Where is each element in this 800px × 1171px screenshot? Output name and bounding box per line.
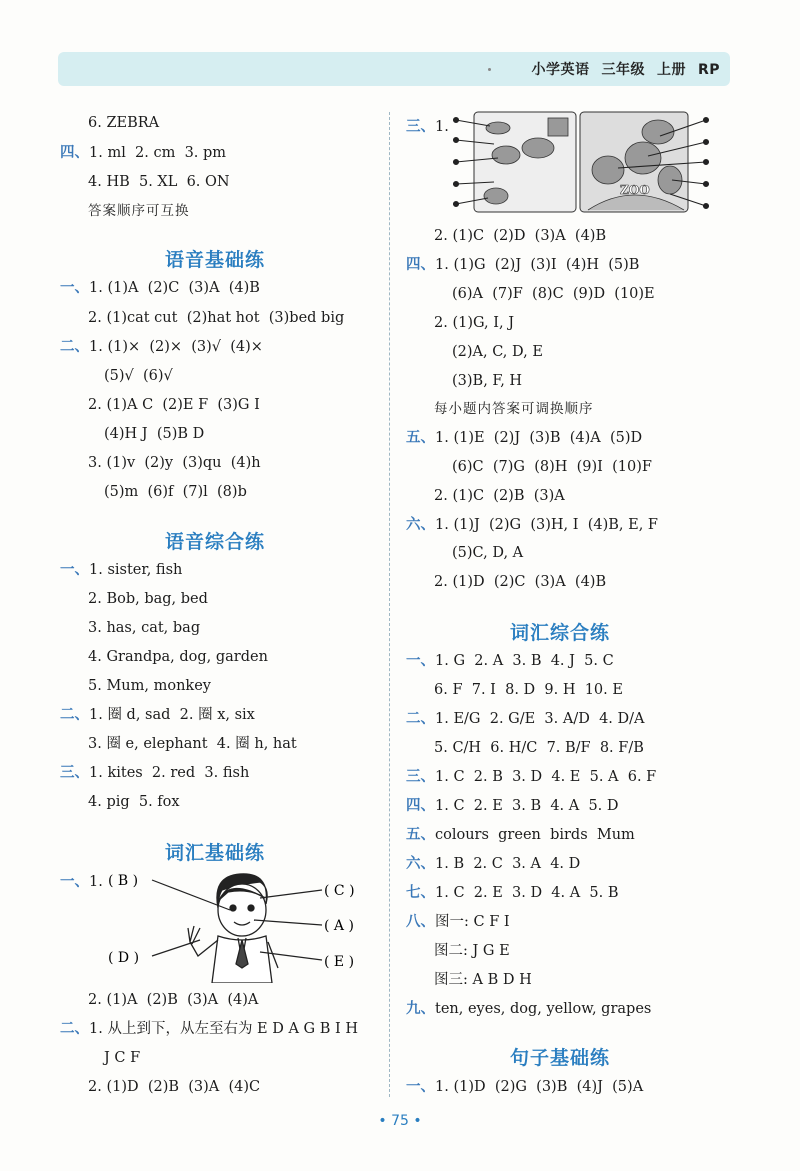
right-answer-line	[434, 738, 644, 758]
answer-text: (5)C, D, A	[452, 545, 524, 561]
answer-text: 1. 圈 d, sad 2. 圈 x, six	[89, 707, 255, 723]
question-number: 二、	[60, 1021, 89, 1037]
boy-label-c: ( C )	[324, 883, 355, 899]
question-number: 二、	[60, 339, 89, 355]
answer-text: 4. HB 5. XL 6. ON	[88, 174, 230, 190]
answer-text: 1. C 2. E 3. B 4. A 5. D	[435, 798, 619, 814]
answer-text: 图二: J G E	[434, 943, 510, 959]
question-number: 七、	[406, 885, 435, 901]
right-answer-line	[406, 428, 642, 448]
left-answer-line	[88, 453, 261, 473]
right-answer-line	[452, 543, 523, 563]
question-number: 二、	[60, 707, 89, 723]
answer-text: 1. sister, fish	[89, 562, 183, 578]
left-answer-line	[88, 792, 180, 812]
header-volume: 上册	[656, 62, 686, 78]
left-answer-line	[88, 647, 268, 667]
question-number: 二、	[406, 711, 435, 727]
right-answer-line	[452, 457, 652, 477]
answer-text: 图三: A B D H	[434, 972, 532, 988]
left-answer-line	[88, 676, 211, 696]
zoo-sign: ZOO	[620, 183, 650, 197]
left-answer-line	[60, 705, 255, 725]
answer-text: 1. 从上到下，从左至右为 E D A G B I H	[89, 1021, 358, 1037]
question-number: 一、	[60, 874, 89, 890]
left-answer-line	[88, 734, 297, 754]
right-answer-line	[406, 883, 619, 903]
answer-text: (4)H J (5)B D	[104, 426, 205, 442]
right-answer-line	[452, 284, 655, 304]
question-number: 五、	[406, 430, 435, 446]
column-divider	[389, 112, 390, 1097]
answer-text: 1. C 2. B 3. D 4. E 5. A 6. F	[435, 769, 657, 785]
question-number: 六、	[406, 517, 435, 533]
section-title: 语音综合练	[165, 531, 266, 553]
answer-text: 每小题内答案可调换顺序	[434, 401, 594, 417]
question-number: 四、	[406, 257, 435, 273]
answer-text: 2. (1)A (2)B (3)A (4)A	[88, 992, 259, 1008]
boy-illustration	[100, 868, 380, 983]
question-number: 四、	[60, 145, 89, 161]
header-title	[519, 59, 720, 79]
answer-text: 1. C 2. E 3. D 4. A 5. B	[435, 885, 619, 901]
answer-text: 2. (1)A C (2)E F (3)G I	[88, 397, 260, 413]
question-number: 三、	[406, 769, 435, 785]
section-title: 词汇基础练	[165, 842, 266, 864]
right-answer-line	[434, 226, 606, 246]
left-answer-line	[88, 395, 260, 415]
right-answer-line	[434, 970, 532, 990]
answer-text: 1. ml 2. cm 3. pm	[89, 145, 227, 161]
answer-text: (5)√ (6)√	[104, 368, 173, 384]
answer-text: (5)m (6)f (7)l (8)b	[104, 484, 247, 500]
right-answer-line	[434, 680, 623, 700]
right-answer-line	[434, 941, 510, 961]
question-number: 一、	[406, 1079, 435, 1095]
boy-label-a: ( A )	[324, 918, 354, 934]
question-number: 三、	[60, 765, 89, 781]
header-grade: 三年级	[601, 62, 645, 78]
answer-text: 3. 圈 e, elephant 4. 圈 h, hat	[88, 736, 297, 752]
question-number: 四、	[406, 798, 435, 814]
right-answer-line	[406, 117, 449, 137]
answer-text: 2. (1)cat cut (2)hat hot (3)bed big	[88, 310, 345, 326]
header-subject: 小学英语	[531, 62, 590, 78]
answer-text: 1. (1)A (2)C (3)A (4)B	[89, 280, 260, 296]
answer-text: J C F	[104, 1050, 141, 1066]
answer-text: 1. B 2. C 3. A 4. D	[435, 856, 581, 872]
question-number: 八、	[406, 914, 435, 930]
left-answer-line	[88, 113, 159, 133]
answer-text: 3. (1)v (2)y (3)qu (4)h	[88, 455, 261, 471]
right-answer-line	[406, 767, 656, 787]
left-answer-line	[60, 560, 182, 580]
left-answer-line	[104, 424, 204, 444]
left-answer-line	[88, 589, 208, 609]
right-answer-line	[406, 255, 639, 275]
answer-text: 2. (1)G, I, J	[434, 315, 515, 331]
right-answer-line	[406, 515, 658, 535]
section-title: 句子基础练	[510, 1047, 611, 1069]
left-answer-line	[60, 763, 249, 783]
answer-text: 1. kites 2. red 3. fish	[89, 765, 250, 781]
left-answer-line	[104, 366, 173, 386]
answer-text: 1. (1)× (2)× (3)√ (4)×	[89, 339, 263, 355]
right-answer-line	[406, 651, 614, 671]
left-answer-line	[88, 990, 258, 1010]
right-answer-line	[452, 371, 522, 391]
answer-text: colours green birds Mum	[435, 827, 635, 843]
header-banner	[58, 52, 730, 86]
answer-text: 1.	[435, 119, 449, 135]
page-number: • 75 •	[378, 1113, 422, 1129]
question-number: 六、	[406, 856, 435, 872]
question-number: 一、	[60, 562, 89, 578]
answer-text: (6)C (7)G (8)H (9)I (10)F	[452, 459, 652, 475]
right-answer-line	[406, 854, 580, 874]
answer-text: 1. G 2. A 3. B 4. J 5. C	[435, 653, 614, 669]
left-answer-line	[88, 201, 190, 221]
answer-text: (6)A (7)F (8)C (9)D (10)E	[452, 286, 655, 302]
left-answer-line	[60, 337, 263, 357]
question-number: 九、	[406, 1001, 435, 1017]
answer-text: 6. ZEBRA	[88, 115, 160, 131]
answer-text: 4. Grandpa, dog, garden	[88, 649, 268, 665]
right-answer-line	[434, 572, 606, 592]
decorative-dot	[488, 68, 491, 71]
answer-text: ten, eyes, dog, yellow, grapes	[435, 1001, 652, 1017]
answer-text: 1. E/G 2. G/E 3. A/D 4. D/A	[435, 711, 645, 727]
answer-text: (3)B, F, H	[452, 373, 523, 389]
answer-text: 答案顺序可互换	[88, 203, 190, 219]
answer-text: 2. (1)C (2)D (3)A (4)B	[434, 228, 607, 244]
question-number: 一、	[60, 280, 89, 296]
header-edition: RP	[697, 62, 720, 78]
left-answer-line	[104, 482, 247, 502]
answer-text: 3. has, cat, bag	[88, 620, 201, 636]
answer-text: 5. Mum, monkey	[88, 678, 211, 694]
left-answer-line	[88, 618, 200, 638]
right-answer-line	[406, 999, 651, 1019]
right-answer-line	[434, 486, 565, 506]
zoo-illustration	[448, 110, 714, 214]
question-number: 一、	[406, 653, 435, 669]
answer-text: 5. C/H 6. H/C 7. B/F 8. F/B	[434, 740, 644, 756]
answer-text: 4. pig 5. fox	[88, 794, 180, 810]
right-answer-line	[406, 1077, 643, 1097]
answer-text: 1. (1)G (2)J (3)I (4)H (5)B	[435, 257, 640, 273]
left-answer-line	[60, 143, 226, 163]
answer-text: 2. (1)C (2)B (3)A	[434, 488, 565, 504]
section-title: 词汇综合练	[510, 622, 611, 644]
answer-text: 1. (1)D (2)G (3)B (4)J (5)A	[435, 1079, 644, 1095]
left-answer-line	[60, 872, 103, 892]
boy-label-d: ( D )	[108, 950, 140, 966]
left-answer-line	[88, 1077, 260, 1097]
right-answer-line	[434, 313, 514, 333]
left-answer-line	[104, 1048, 140, 1068]
right-answer-line	[406, 912, 510, 932]
right-answer-line	[434, 399, 594, 419]
question-number: 五、	[406, 827, 435, 843]
boy-label-b: ( B )	[108, 873, 139, 889]
answer-text: 1. (1)E (2)J (3)B (4)A (5)D	[435, 430, 643, 446]
question-number: 三、	[406, 119, 435, 135]
boy-label-e: ( E )	[324, 954, 355, 970]
right-answer-line	[406, 825, 635, 845]
answer-text: 2. Bob, bag, bed	[88, 591, 208, 607]
right-answer-line	[406, 709, 645, 729]
left-answer-line	[60, 278, 260, 298]
answer-text: 1. (1)J (2)G (3)H, I (4)B, E, F	[435, 517, 658, 533]
section-title: 语音基础练	[165, 249, 266, 271]
left-answer-line	[60, 1019, 358, 1039]
answer-text: 2. (1)D (2)B (3)A (4)C	[88, 1079, 261, 1095]
answer-text: 图一: C F I	[435, 914, 510, 930]
left-answer-line	[88, 308, 344, 328]
right-answer-line	[452, 342, 543, 362]
answer-text: 2. (1)D (2)C (3)A (4)B	[434, 574, 607, 590]
left-answer-line	[88, 172, 230, 192]
answer-text: (2)A, C, D, E	[452, 344, 543, 360]
answer-text: 1.	[89, 874, 103, 890]
answer-text: 6. F 7. I 8. D 9. H 10. E	[434, 682, 623, 698]
right-answer-line	[406, 796, 619, 816]
